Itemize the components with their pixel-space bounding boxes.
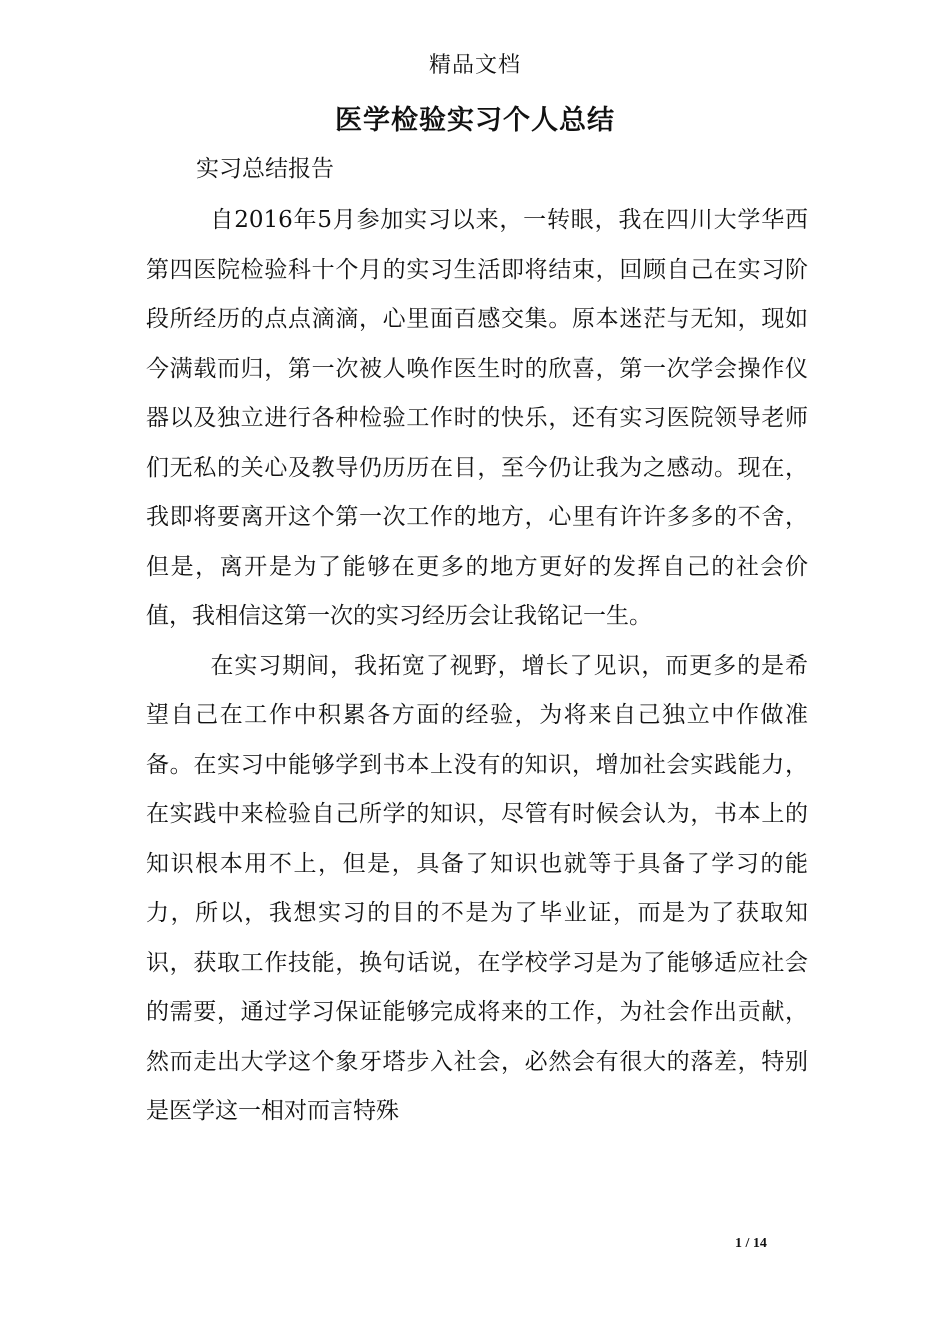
page-number: 1 / 14 xyxy=(735,1236,767,1251)
page-header: 精品文档 xyxy=(428,53,521,78)
document-title: 医学检验实习个人总结 xyxy=(335,105,615,136)
paragraph-1: 自2016年5月参加实习以来，一转眼，我在四川大学华西第四医院检验科十个月的实习生活即将结束，回顾自己在实习阶段所经历的点点滴滴，心里面百感交集。原本迷茫与无知，现如今满载而归，第一次被人唤作医生时的欣喜，第一次学会操作仪器以及独立进行各种检验工作时的快乐，还有实习医院领导老师们无私的关心及教导仍历历在目，至今仍让我为之感动。现在，我即将要离开这个第一次工作的地方，心里有许许多多的不舍，但是，离开是为了能够在更多的地方更好的发挥自己的社会价值，我相信这第一次的实习经历会让我铭记一生。 xyxy=(146,207,808,629)
document-subtitle: 实习总结报告 xyxy=(196,156,334,182)
paragraph-2: 在实习期间，我拓宽了视野，增长了见识，而更多的是希望自己在工作中积累各方面的经验，为将来自己独立中作做准备。在实习中能够学到书本上没有的知识，增加社会实践能力，在实践中来检验自己所学的知识，尽管有时候会认为，书本上的知识根本用不上，但是，具备了知识也就等于具备了学习的能力，所以，我想实习的目的不是为了毕业证，而是为了获取知识，获取工作技能，换句话说，在学校学习是为了能够适应社会的需要，通过学习保证能够完成将来的工作，为社会作出贡献，然而走出大学这个象牙塔步入社会，必然会有很大的落差，特别是医学这一相对而言特殊 xyxy=(146,652,808,1124)
document-body xyxy=(146,196,808,1137)
